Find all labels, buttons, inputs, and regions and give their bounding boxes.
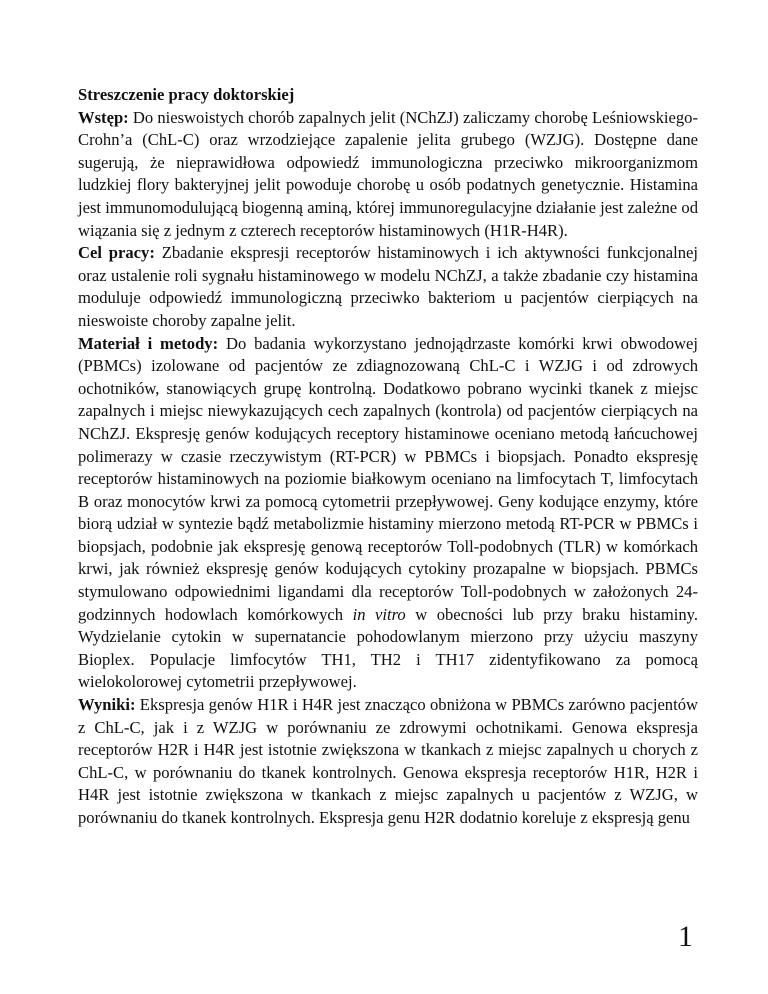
section-results [78,694,698,830]
document-body [78,84,698,830]
section-label: Cel pracy: [78,243,155,263]
document-title: Streszczenie pracy doktorskiej [78,85,295,104]
section-text: w obecności lub przy braku histaminy. Wydzielanie cytokin w supernatancie pohodowlanym mierzono przy użyciu maszyny Bioplex. Populacje limfocytów TH1, TH2 i TH17 zidentyfikowano za pomocą wielokolorowej cytometrii przepływowej. [78,604,699,692]
section-text: Zbadanie ekspresji receptorów histaminowych i ich aktywności funkcjonalnej oraz ustalenie roli sygnału histaminowego w modelu NChZJ, a także zbadanie czy histamina moduluje odpowiedź immunologiczną przeciwko bakteriom u pacjentów cierpiących na nieswoiste choroby zapalne jelit. [78,243,698,330]
section-aim [78,242,698,332]
section-italic-term: in vitro [352,604,406,624]
section-label: Wstęp: [78,107,129,127]
section-methods [78,333,698,695]
section-label: Wyniki: [78,695,136,715]
section-text: Do nieswoistych chorób zapalnych jelit (NChZJ) zaliczamy chorobę Leśniowskiego-Crohn’a (ChL-C) oraz wrzodziejące zapalenie jelita grubego (WZJG). Dostępne dane sugerują, że nieprawidłowa odpowiedź immunologiczna przeciwko mikroorganizmom ludzkiej flory bakteryjnej jelit powoduje chorobę u osób podatnych genetycznie. Histamina jest immunomodulującą biogenną aminą, której immunoregulacyjne działanie jest zależne od wiązania się z jednym z czterech receptorów histaminowych (H1R-H4R). [78,107,698,240]
page-number: 1 [678,920,693,953]
section-text: Do badania wykorzystano jednojądrzaste komórki krwi obwodowej (PBMCs) izolowane od pacjentów ze zdiagnozowaną ChL-C i WZJG i od zdrowych ochotników, stanowiących grupę kontrolną. Dodatkowo pobrano wycinki tkanek z miejsc zapalnych i miejsc niewykazujących cech zapalnych (kontrola) od pacjentów cierpiących na NChZJ. Ekspresję genów kodujących receptory histaminowe oceniano metodą łańcuchowej polimerazy w czasie rzeczywistym (RT-PCR) w PBMCs i biopsjach. Ponadto ekspresję receptorów histaminowych na poziomie białkowym oceniano na limfocytach T, limfocytach B oraz monocytów krwi za pomocą cytometrii przepływowej. Geny kodujące enzymy, które biorą udział w syntezie bądź metabolizmie histaminy mierzono metodą RT-PCR w PBMCs i biopsjach, podobnie jak ekspresję genową receptorów Toll-podobnych (TLR) w komórkach krwi, jak również ekspresję genów kodujących cytokiny prozapalne w biopsjach. PBMCs stymulowano odpowiednimi ligandami dla receptorów Toll-podobnych w założonych 24-godzinnych hodowlach komórkowych [78,333,699,624]
section-introduction [78,107,698,243]
section-text: Ekspresja genów H1R i H4R jest znacząco obniżona w PBMCs zarówno pacjentów z ChL-C, jak i z WZJG w porównaniu ze zdrowymi ochotnikami. Genowa ekspresja receptorów H2R i H4R jest istotnie zwiększona w tkankach z miejsc zapalnych u chorych z ChL-C, w porównaniu do tkanek kontrolnych. Genowa ekspresja receptorów H1R, H2R i H4R jest istotnie zwiększona w tkankach z miejsc zapalnych u pacjentów z WZJG, w porównaniu do tkanek kontrolnych. Ekspresja genu H2R dodatnio koreluje z ekspresją genu [78,695,698,827]
section-label: Materiał i metody: [78,333,219,353]
